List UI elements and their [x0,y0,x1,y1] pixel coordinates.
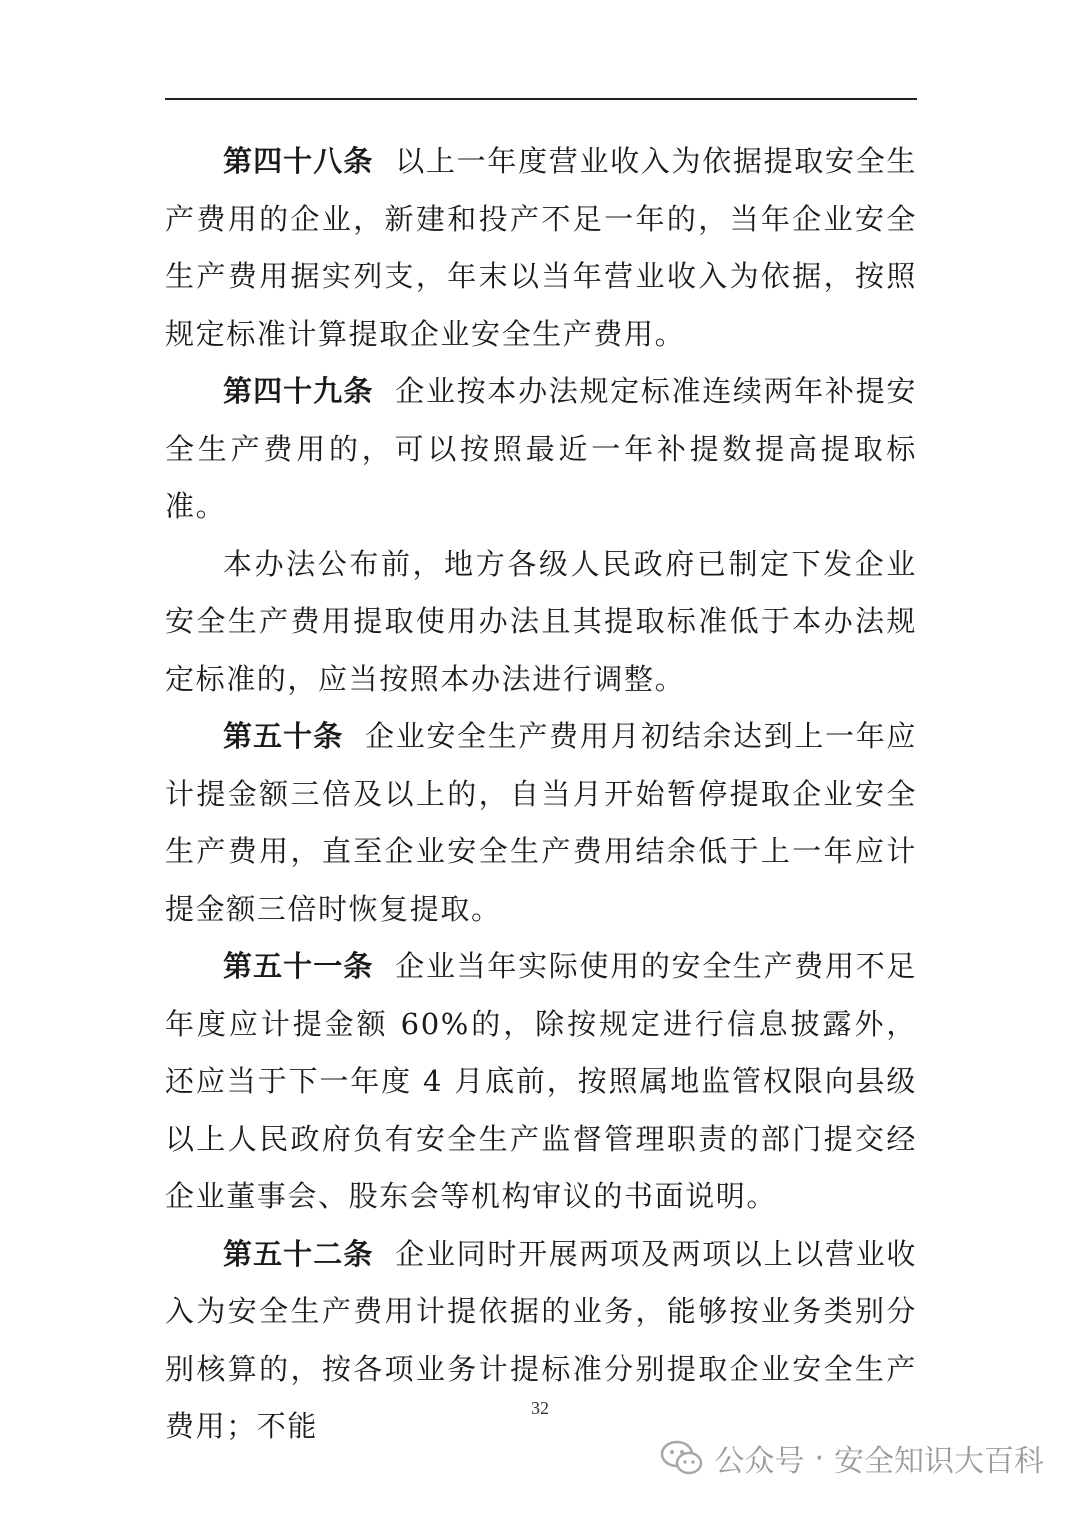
article-number: 第五十条 [223,719,344,753]
wechat-icon [660,1439,704,1477]
paragraph-text: 本办法公布前，地方各级人民政府已制定下发企业安全生产费用提取使用办法且其提取标准低于本办法规定标准的，应当按照本办法进行调整。 [165,546,917,696]
article-text: 企业按本办法规定标准连续两年补提安全生产费用的，可以按照最近一年补提数提高提取标准。 [165,374,917,523]
watermark-label: 公众号 [714,1444,805,1479]
article-number: 第四十九条 [223,374,374,408]
watermark [660,1436,1044,1480]
article-49-paragraph [165,363,917,536]
article-text: 企业安全生产费用月初结余达到上一年应计提金额三倍及以上的，自当月开始暂停提取企业安全生产费用，直至企业安全生产费用结余低于上一年应计提金额三倍时恢复提取。 [165,719,917,926]
article-52-paragraph [165,1226,917,1456]
article-number: 第四十八条 [223,144,374,178]
article-number: 第五十一条 [223,949,374,983]
article-text: 以上一年度营业收入为依据提取安全生产费用的企业，新建和投产不足一年的，当年企业安全生产费用据实列支，年末以当年营业收入为依据，按照规定标准计算提取企业安全生产费用。 [165,144,917,351]
watermark-account: 安全知识大百科 [834,1444,1044,1479]
article-49-continuation-paragraph [165,536,917,709]
header-rule [165,98,917,100]
document-body [165,133,917,1456]
article-51-paragraph [165,938,917,1226]
article-number: 第五十二条 [223,1236,374,1271]
watermark-separator: · [814,1440,824,1476]
page-number: 32 [531,1398,549,1418]
article-48-paragraph [165,133,917,363]
article-text: 企业当年实际使用的安全生产费用不足年度应计提金额 60%的，除按规定进行信息披露外，还应当于下一年度 4 月底前，按照属地监管权限向县级以上人民政府负有安全生产监督管理职责的部门提交经企业董事会、股东会等机构审议的书面说明。 [165,949,917,1213]
article-50-paragraph [165,708,917,938]
article-text: 企业同时开展两项及两项以上以营业收入为安全生产费用计提依据的业务，能够按业务类别分别核算的，按各项业务计提标准分别提取企业安全生产费用；不能 [165,1236,917,1443]
